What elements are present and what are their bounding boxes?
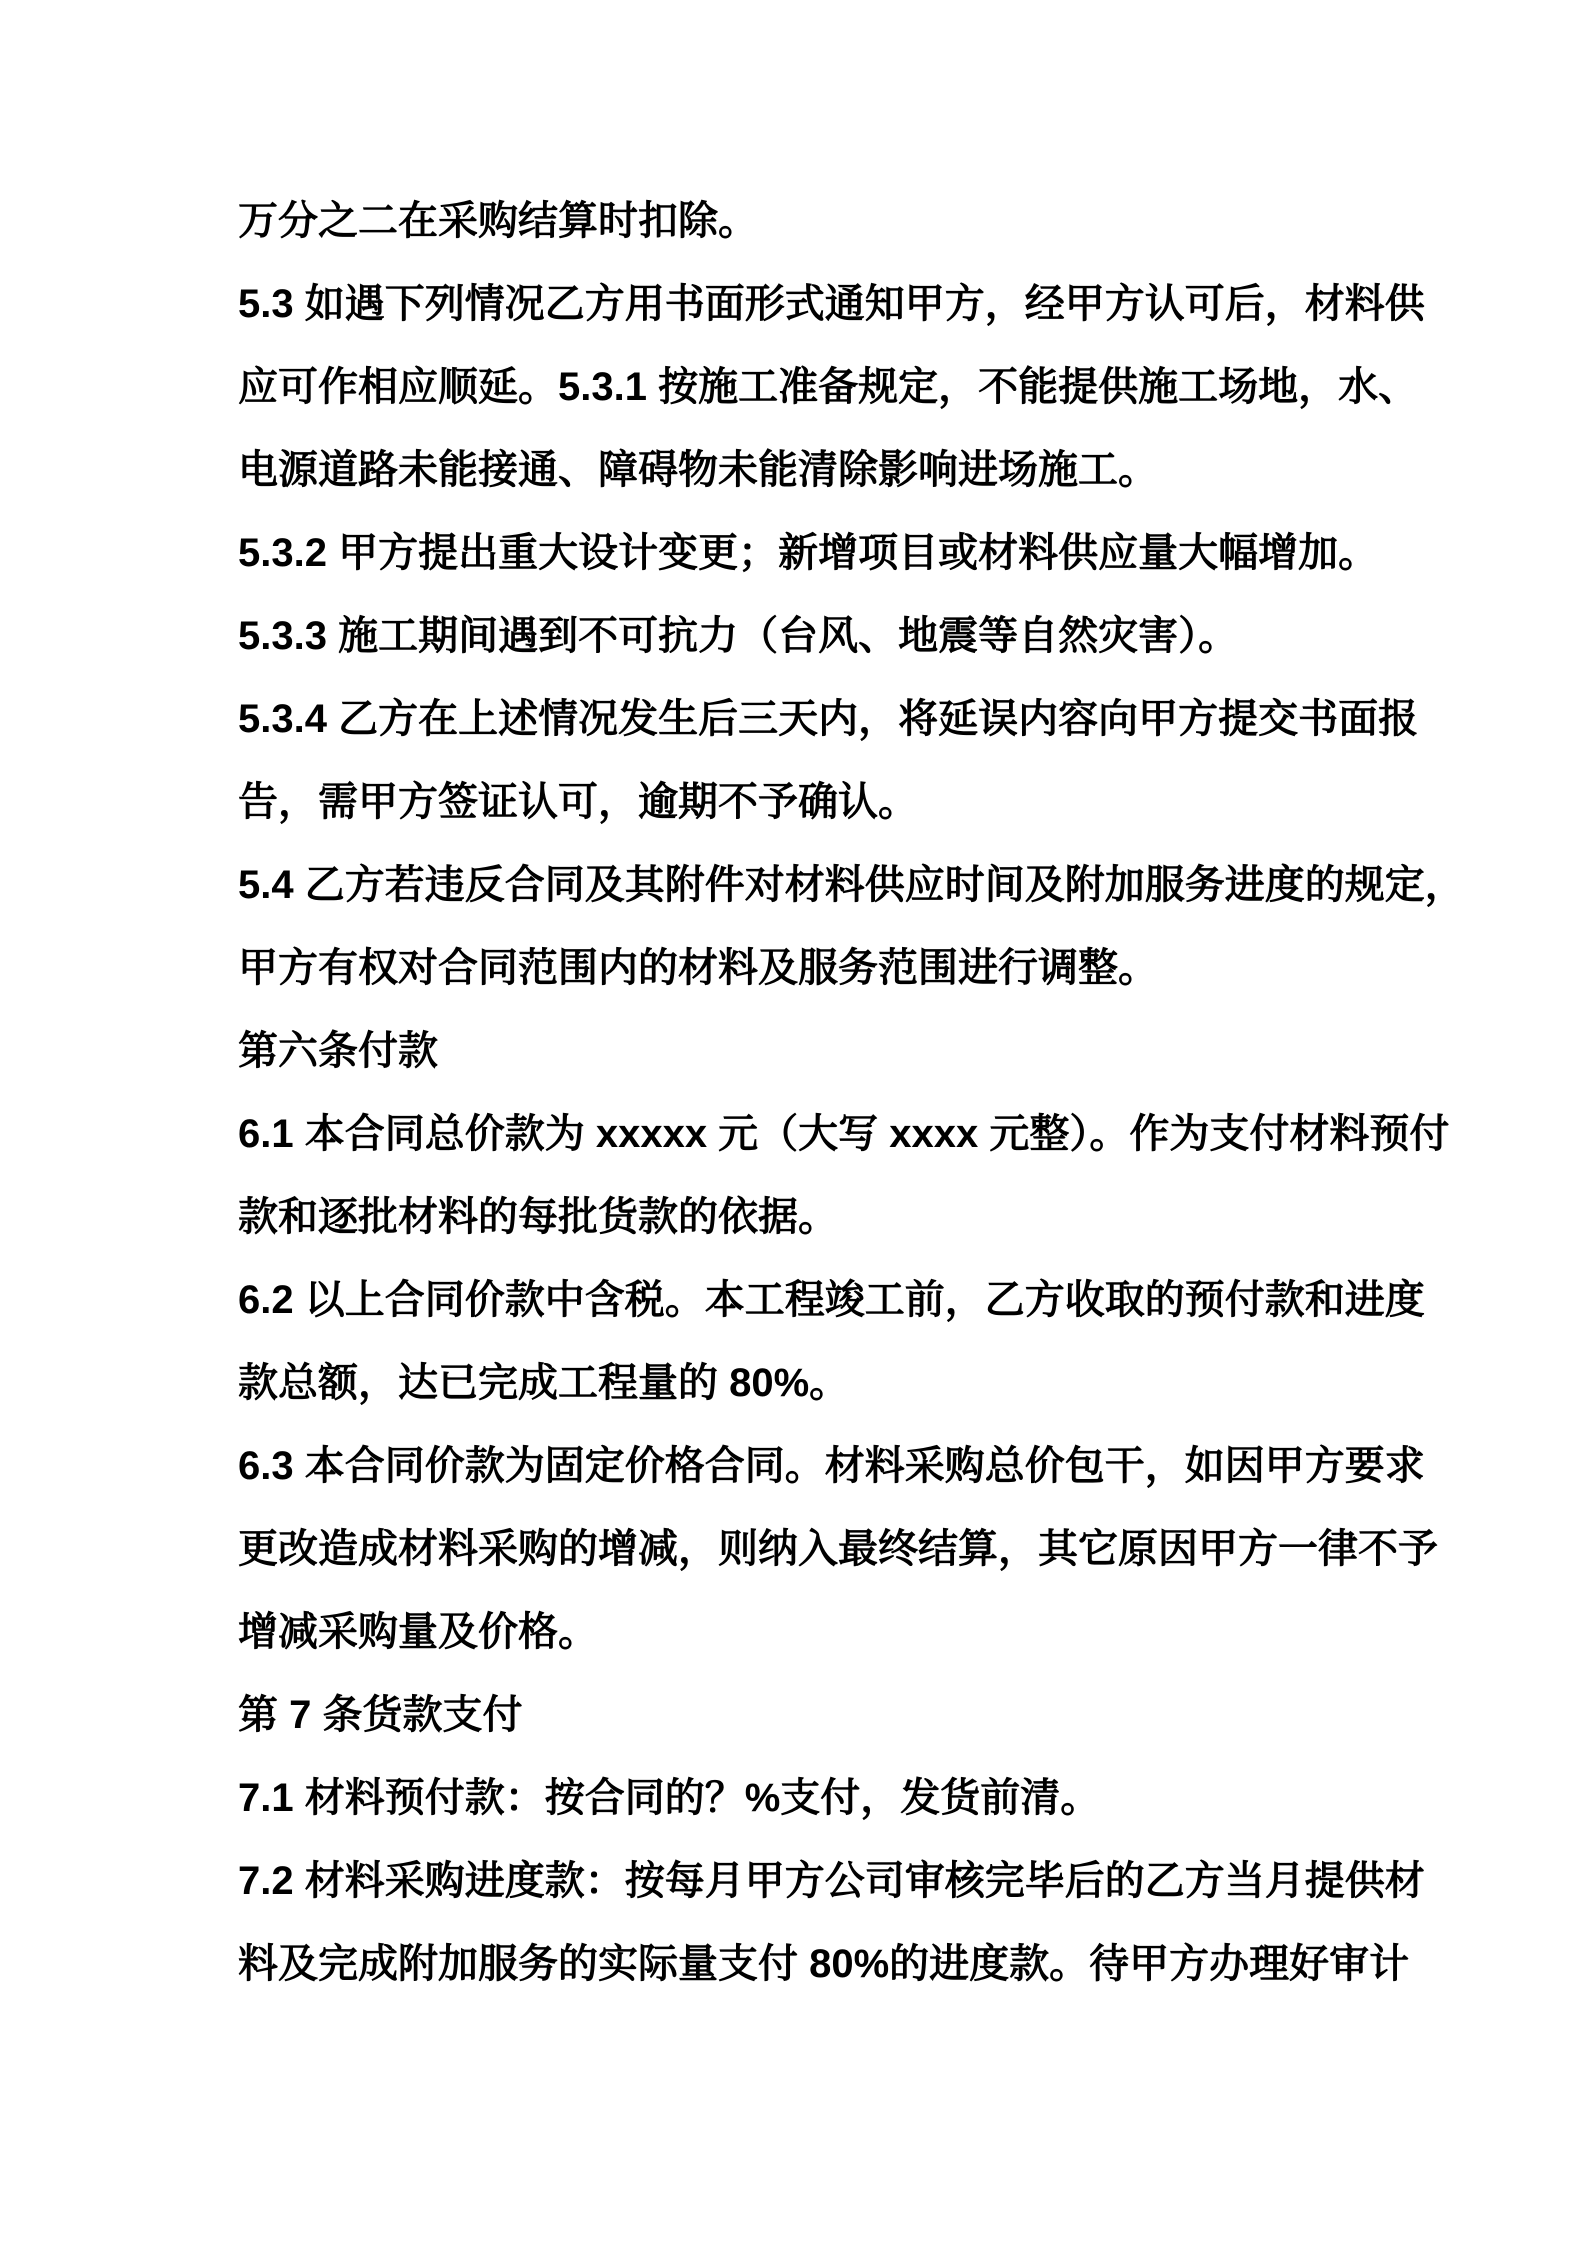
document-line: 电源道路未能接通、障碍物未能清除影响进场施工。: [238, 448, 1158, 492]
document-line: 告，需甲方签证认可，逾期不予确认。: [238, 780, 918, 824]
document-line: 第六条付款: [238, 1029, 438, 1073]
document-line: 增减采购量及价格。: [238, 1610, 598, 1654]
document-line: 5.4 乙方若违反合同及其附件对材料供应时间及附加服务进度的规定，: [238, 863, 1465, 907]
document-line: 7.1 材料预付款：按合同的？%支付，发货前清。: [238, 1776, 1101, 1820]
document-line: 应可作相应顺延。5.3.1 按施工准备规定，不能提供施工场地，水、: [238, 365, 1419, 409]
document-line: 料及完成附加服务的实际量支付 80%的进度款。待甲方办理好审计: [238, 1942, 1410, 1986]
document-line: 6.3 本合同价款为固定价格合同。材料采购总价包干，如因甲方要求: [238, 1444, 1425, 1488]
document-line: 甲方有权对合同范围内的材料及服务范围进行调整。: [238, 946, 1158, 990]
document-line: 款和逐批材料的每批货款的依据。: [238, 1195, 838, 1239]
document-line: 更改造成材料采购的增减，则纳入最终结算，其它原因甲方一律不予: [238, 1527, 1438, 1571]
document-line: 6.2 以上合同价款中含税。本工程竣工前，乙方收取的预付款和进度: [238, 1278, 1425, 1322]
document-line: 万分之二在采购结算时扣除。: [238, 199, 758, 243]
document-line: 款总额，达已完成工程量的 80%。: [238, 1361, 850, 1405]
document-line: 5.3.3 施工期间遇到不可抗力（台风、地震等自然灾害）。: [238, 614, 1239, 658]
document-line: 5.3.4 乙方在上述情况发生后三天内，将延误内容向甲方提交书面报: [238, 697, 1419, 741]
contract-text-block: [238, 180, 1465, 2006]
document-line: 5.3.2 甲方提出重大设计变更；新增项目或材料供应量大幅增加。: [238, 531, 1379, 575]
document-line: 6.1 本合同总价款为 xxxxx 元（大写 xxxx 元整）。作为支付材料预付: [238, 1112, 1450, 1156]
document-line: 5.3 如遇下列情况乙方用书面形式通知甲方，经甲方认可后，材料供: [238, 282, 1425, 326]
document-line: 7.2 材料采购进度款：按每月甲方公司审核完毕后的乙方当月提供材: [238, 1859, 1425, 1903]
document-line: 第 7 条货款支付: [238, 1693, 523, 1737]
